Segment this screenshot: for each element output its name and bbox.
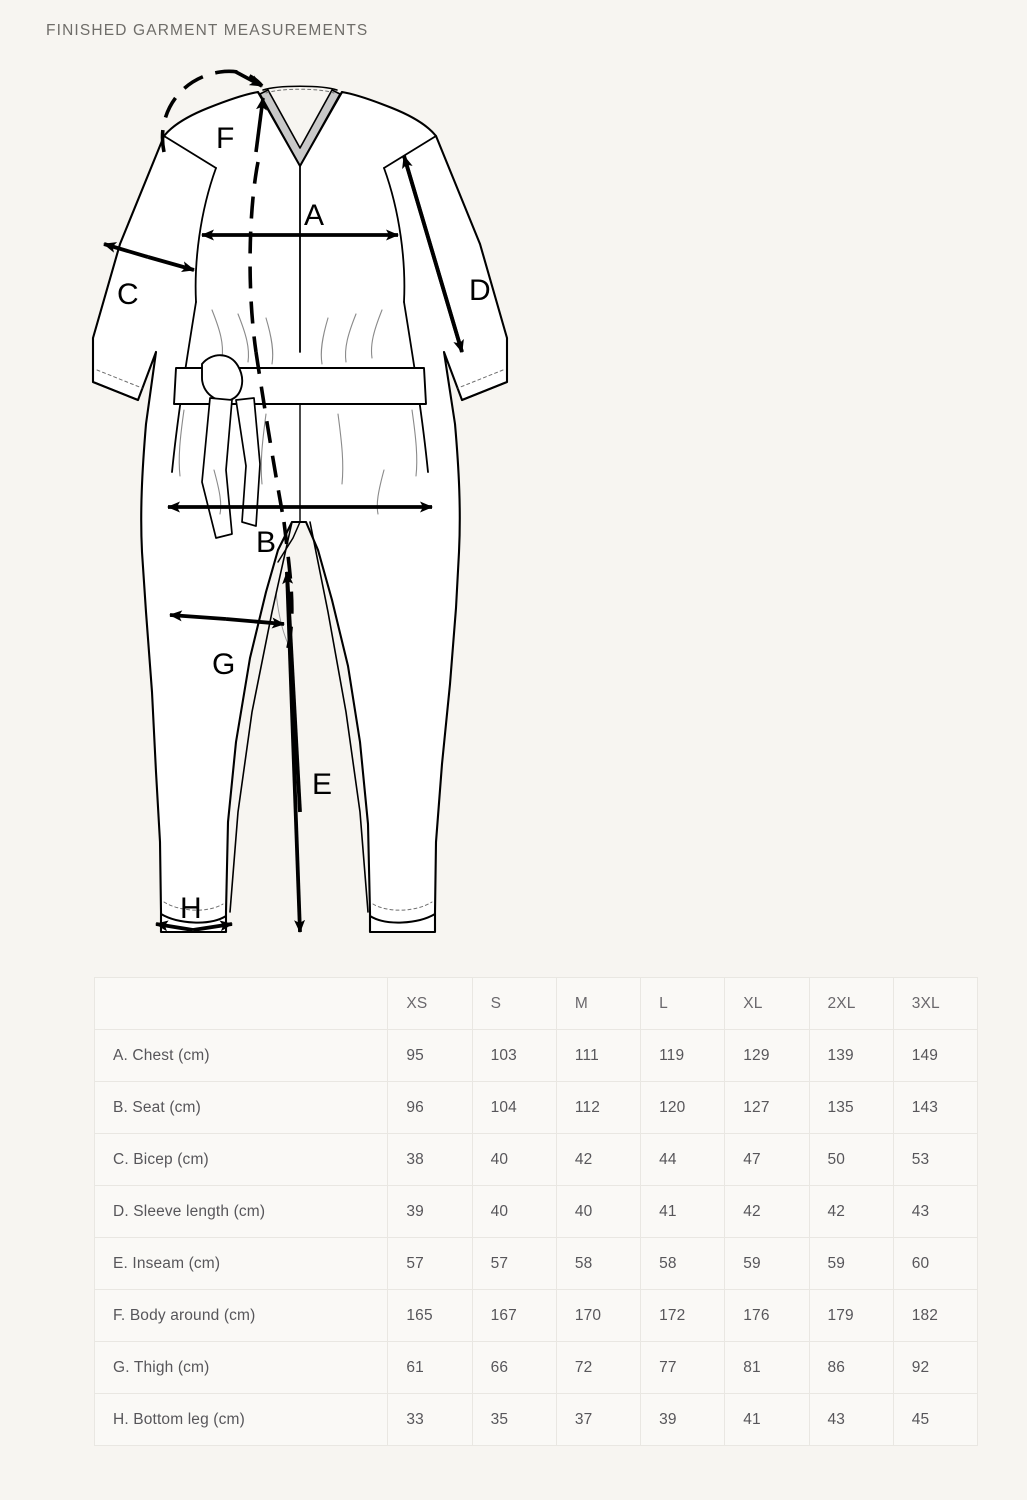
cell-sleeve-l: 41 xyxy=(641,1186,725,1238)
cell-sleeve-xs: 39 xyxy=(388,1186,472,1238)
cell-chest-s: 103 xyxy=(472,1030,556,1082)
neckline-top xyxy=(263,86,337,90)
column-header-2xl: 2XL xyxy=(809,978,893,1030)
row-label-inseam: E. Inseam (cm) xyxy=(95,1238,388,1290)
size-chart-table xyxy=(94,977,978,1446)
cell-bottom-3xl: 45 xyxy=(893,1394,977,1446)
measure-arrow-E xyxy=(287,572,332,932)
belt-knot xyxy=(202,355,242,401)
measure-label-D: D xyxy=(469,274,491,307)
cell-inseam-m: 58 xyxy=(556,1238,640,1290)
cell-sleeve-s: 40 xyxy=(472,1186,556,1238)
row-label-bottom-leg: H. Bottom leg (cm) xyxy=(95,1394,388,1446)
column-header-3xl: 3XL xyxy=(893,978,977,1030)
cell-bicep-3xl: 53 xyxy=(893,1134,977,1186)
cell-thigh-xs: 61 xyxy=(388,1342,472,1394)
cell-body-2xl: 179 xyxy=(809,1290,893,1342)
row-label-sleeve-length: D. Sleeve length (cm) xyxy=(95,1186,388,1238)
garment-technical-drawing xyxy=(60,52,540,962)
cell-inseam-3xl: 60 xyxy=(893,1238,977,1290)
table-row xyxy=(95,1290,978,1342)
table-corner-cell xyxy=(95,978,388,1030)
cell-chest-l: 119 xyxy=(641,1030,725,1082)
measure-label-A: A xyxy=(304,199,325,232)
cell-chest-3xl: 149 xyxy=(893,1030,977,1082)
cell-thigh-3xl: 92 xyxy=(893,1342,977,1394)
column-header-xs: XS xyxy=(388,978,472,1030)
cell-seat-xl: 127 xyxy=(725,1082,809,1134)
cell-chest-2xl: 139 xyxy=(809,1030,893,1082)
table-header-row xyxy=(95,978,978,1030)
cell-bicep-2xl: 50 xyxy=(809,1134,893,1186)
row-label-body-around: F. Body around (cm) xyxy=(95,1290,388,1342)
neckline-stitch xyxy=(266,89,334,93)
cell-inseam-xl: 59 xyxy=(725,1238,809,1290)
cell-bicep-l: 44 xyxy=(641,1134,725,1186)
cell-inseam-l: 58 xyxy=(641,1238,725,1290)
column-header-s: S xyxy=(472,978,556,1030)
table-row xyxy=(95,1342,978,1394)
cell-bottom-s: 35 xyxy=(472,1394,556,1446)
cell-bicep-s: 40 xyxy=(472,1134,556,1186)
cell-seat-l: 120 xyxy=(641,1082,725,1134)
measure-label-E: E xyxy=(312,768,333,801)
cell-inseam-xs: 57 xyxy=(388,1238,472,1290)
cell-chest-xs: 95 xyxy=(388,1030,472,1082)
cell-body-3xl: 182 xyxy=(893,1290,977,1342)
cell-inseam-s: 57 xyxy=(472,1238,556,1290)
column-header-l: L xyxy=(641,978,725,1030)
cell-sleeve-m: 40 xyxy=(556,1186,640,1238)
cell-chest-m: 111 xyxy=(556,1030,640,1082)
cell-chest-xl: 129 xyxy=(725,1030,809,1082)
cell-seat-s: 104 xyxy=(472,1082,556,1134)
row-label-thigh: G. Thigh (cm) xyxy=(95,1342,388,1394)
column-header-m: M xyxy=(556,978,640,1030)
table-row xyxy=(95,1186,978,1238)
cell-seat-xs: 96 xyxy=(388,1082,472,1134)
table-row xyxy=(95,1134,978,1186)
cell-bottom-xs: 33 xyxy=(388,1394,472,1446)
measure-label-G: G xyxy=(212,648,236,681)
measure-label-C: C xyxy=(117,278,139,311)
cell-seat-2xl: 135 xyxy=(809,1082,893,1134)
cell-thigh-xl: 81 xyxy=(725,1342,809,1394)
row-label-chest: A. Chest (cm) xyxy=(95,1030,388,1082)
page-title: FINISHED GARMENT MEASUREMENTS xyxy=(46,22,369,39)
cell-seat-m: 112 xyxy=(556,1082,640,1134)
cell-inseam-2xl: 59 xyxy=(809,1238,893,1290)
cell-sleeve-xl: 42 xyxy=(725,1186,809,1238)
cell-bicep-xl: 47 xyxy=(725,1134,809,1186)
table-header xyxy=(95,978,978,1030)
cell-bottom-m: 37 xyxy=(556,1394,640,1446)
cell-sleeve-3xl: 43 xyxy=(893,1186,977,1238)
cell-body-xs: 165 xyxy=(388,1290,472,1342)
table-body xyxy=(95,1030,978,1446)
cell-thigh-m: 72 xyxy=(556,1342,640,1394)
cell-thigh-l: 77 xyxy=(641,1342,725,1394)
cell-bottom-xl: 41 xyxy=(725,1394,809,1446)
measure-label-B: B xyxy=(256,526,277,559)
measure-label-H: H xyxy=(180,892,202,925)
row-label-bicep: C. Bicep (cm) xyxy=(95,1134,388,1186)
cell-sleeve-2xl: 42 xyxy=(809,1186,893,1238)
cell-bicep-m: 42 xyxy=(556,1134,640,1186)
measure-label-F: F xyxy=(216,122,235,155)
cell-bicep-xs: 38 xyxy=(388,1134,472,1186)
row-label-seat: B. Seat (cm) xyxy=(95,1082,388,1134)
table-row xyxy=(95,1394,978,1446)
cell-thigh-2xl: 86 xyxy=(809,1342,893,1394)
cell-body-s: 167 xyxy=(472,1290,556,1342)
cell-body-l: 172 xyxy=(641,1290,725,1342)
cell-thigh-s: 66 xyxy=(472,1342,556,1394)
cell-bottom-l: 39 xyxy=(641,1394,725,1446)
cell-body-xl: 176 xyxy=(725,1290,809,1342)
column-header-xl: XL xyxy=(725,978,809,1030)
table-row xyxy=(95,1082,978,1134)
table-row xyxy=(95,1030,978,1082)
cell-seat-3xl: 143 xyxy=(893,1082,977,1134)
cell-bottom-2xl: 43 xyxy=(809,1394,893,1446)
table-row xyxy=(95,1238,978,1290)
cell-body-m: 170 xyxy=(556,1290,640,1342)
